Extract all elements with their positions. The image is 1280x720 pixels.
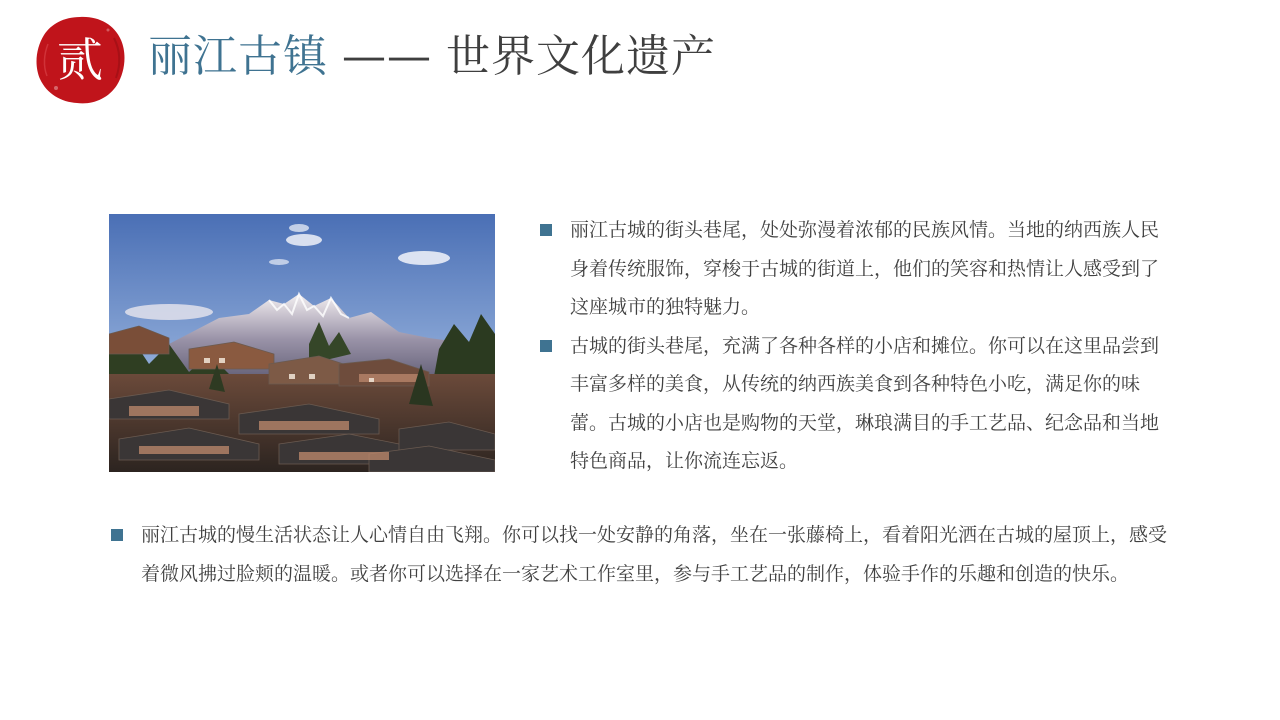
seal-character: 贰	[57, 33, 103, 87]
title-accent: 丽江古镇	[148, 31, 328, 82]
photo-illustration	[109, 214, 495, 472]
title-dash: ——	[342, 31, 432, 82]
bullet-list-right	[540, 211, 1170, 481]
bullet-text: 丽江古城的慢生活状态让人心情自由飞翔。你可以找一处安静的角落，坐在一张藤椅上，看着阳光洒在古城的屋顶上，感受着微风拂过脸颊的温暖。或者你可以选择在一家艺术工作室里，参与手工艺品的制作，体验手作的乐趣和创造的快乐。	[141, 524, 1168, 585]
square-bullet-icon	[540, 224, 552, 236]
bullet-item	[111, 516, 1171, 593]
bullet-list-bottom	[111, 516, 1171, 593]
square-bullet-icon	[111, 529, 123, 541]
bullet-item	[540, 327, 1170, 481]
square-bullet-icon	[540, 340, 552, 352]
lijiang-photo	[109, 214, 495, 472]
page-title	[148, 28, 748, 86]
bullet-item	[540, 211, 1170, 327]
bullet-text: 丽江古城的街头巷尾，处处弥漫着浓郁的民族风情。当地的纳西族人民身着传统服饰，穿梭于古城的街道上，他们的笑容和热情让人感受到了这座城市的独特魅力。	[570, 219, 1160, 318]
seal-badge	[34, 14, 126, 106]
title-rest: 世界文化遗产	[446, 31, 716, 82]
bullet-text: 古城的街头巷尾，充满了各种各样的小店和摊位。你可以在这里品尝到丰富多样的美食，从传统的纳西族美食到各种特色小吃，满足你的味蕾。古城的小店也是购物的天堂，琳琅满目的手工艺品、纪念品和当地特色商品，让你流连忘返。	[570, 334, 1160, 472]
